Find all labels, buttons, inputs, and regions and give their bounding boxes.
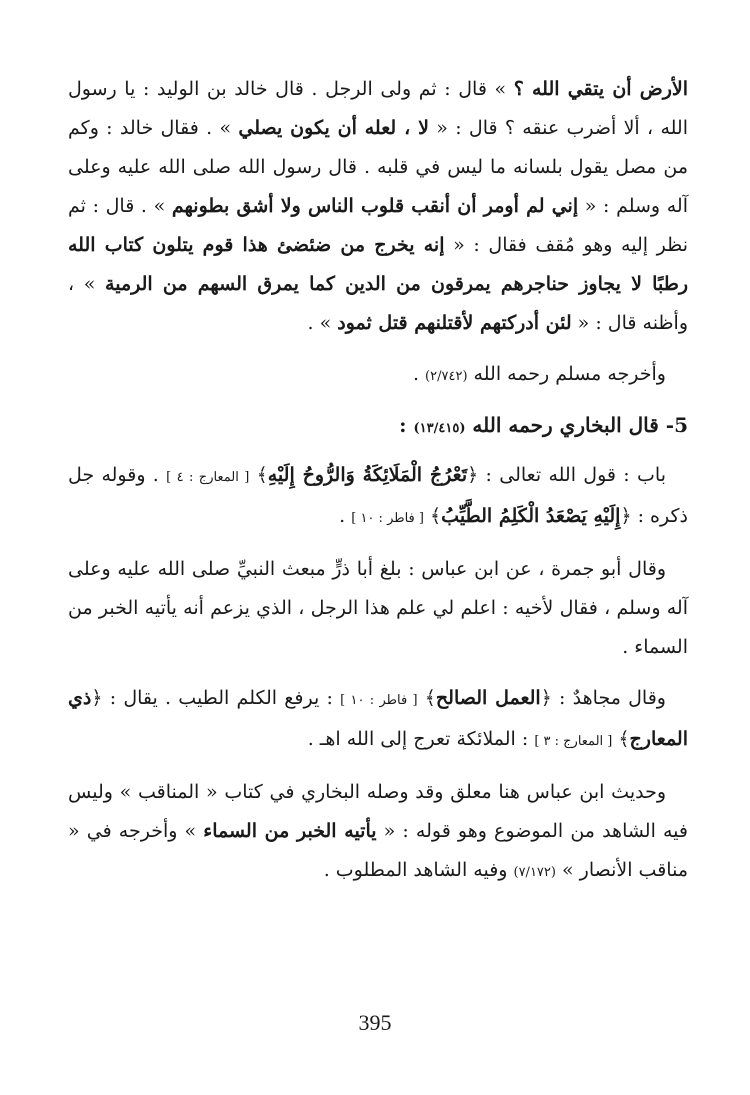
paragraph-bab (68, 456, 688, 538)
quran-verse: العمل الصالح (435, 687, 541, 709)
verse-reference: [ فاطر : ١٠ ] (340, 693, 418, 708)
body-text: : يرفع الكلم الطيب . يقال : ﴿ (91, 687, 341, 709)
quran-verse: تَعْرُجُ الْمَلَائِكَةُ وَالرُّوحُ إِلَيْهِ (267, 464, 468, 486)
body-text: وأخرجه مسلم رحمه الله (467, 363, 666, 385)
body-text: ﴾ (612, 728, 630, 750)
body-text: » وأخرجه في « مناقب الأنصار » (68, 820, 688, 881)
citation-reference: (٢/٧٤٢) (425, 369, 468, 384)
section-heading (68, 406, 688, 448)
body-text: ﴾ (249, 464, 268, 486)
heading-text: : (399, 413, 414, 437)
paragraph-muslim-reference (68, 355, 688, 396)
paragraph-hadith-continuation (68, 70, 688, 343)
body-text: وفيه الشاهد المطلوب . (323, 859, 514, 881)
heading-text: 5- قال البخاري رحمه الله (465, 413, 688, 437)
body-text: » . قال : ثم نظر إليه وهو مُقف فقال : « (68, 195, 689, 256)
body-text: . (339, 505, 352, 527)
body-text: ﴾ (417, 687, 436, 709)
citation-reference: (٧/١٧٢) (513, 865, 556, 880)
verse-reference: [ المعارج : ٤ ] (166, 470, 250, 485)
bold-text: إني لم أومر أن أنقب قلوب الناس ولا أشق بطونهم (171, 195, 579, 217)
bold-text: لئن أدركتهم لأقتلنهم قتل ثمود (337, 312, 572, 334)
citation-reference: (١٣/٤١٥) (413, 421, 466, 436)
bold-text: لا ، لعله أن يكون يصلي (238, 117, 429, 139)
body-text: ﴾ (423, 505, 442, 527)
paragraph-mujahid (68, 679, 688, 761)
verse-reference: [ المعارج : ٣ ] (534, 734, 613, 749)
paragraph-commentary (68, 773, 688, 892)
body-text: » ، وأظنه قال : « (68, 273, 688, 334)
body-text: » قال : ثم ولى الرجل . قال خالد بن الوليد : يا رسول الله ، ألا أضرب عنقه ؟ قال : « (68, 78, 688, 139)
body-text: وقال أبو جمرة ، عن ابن عباس : بلغ أبا ذرٍّ مبعث النبيِّ صلى الله عليه وعلى آله وسلم ، فقال لأخيه : اعلم لي علم هذا الرجل ، الذي يزعم أنه يأتيه الخبر من السماء . (68, 558, 688, 658)
bold-text: الأرض أن يتقي الله ؟ (513, 78, 688, 100)
quran-verse: ذي المعارج (68, 687, 688, 750)
bold-text: إنه يخرج من ضئضئ هذا قوم يتلون كتاب الله رطبًا لا يجاوز حناجرهم يمرقون من الدين كما يمرق السهم من الرمية (68, 234, 688, 295)
page-body (68, 70, 688, 892)
body-text: . (412, 363, 426, 385)
body-text: » . (307, 312, 338, 334)
verse-reference: [ فاطر : ١٠ ] (351, 511, 424, 526)
body-text: وقال مجاهدٌ : ﴿ (540, 687, 666, 709)
body-text: وحديث ابن عباس هنا معلق وقد وصله البخاري في كتاب « المناقب » وليس فيه الشاهد من الموضوع وهو قوله : « (68, 781, 688, 842)
body-text: باب : قول الله تعالى : ﴿ (467, 464, 666, 486)
quran-verse: إِلَيْهِ يَصْعَدُ الْكَلِمُ الطَّيِّبُ (441, 505, 621, 527)
page-number: 395 (358, 1010, 392, 1035)
bold-text: يأتيه الخبر من السماء (203, 820, 377, 842)
body-text: : الملائكة تعرج إلى الله اهـ . (307, 728, 535, 750)
paragraph-abu-jamra (68, 550, 688, 667)
body-text: . وقوله جل ذكره : ﴿ (68, 464, 688, 527)
body-text: » . فقال خالد : وكم من مصل يقول بلسانه ما ليس في قلبه . قال رسول الله صلى الله عليه وعلى آله وسلم : « (68, 117, 688, 217)
